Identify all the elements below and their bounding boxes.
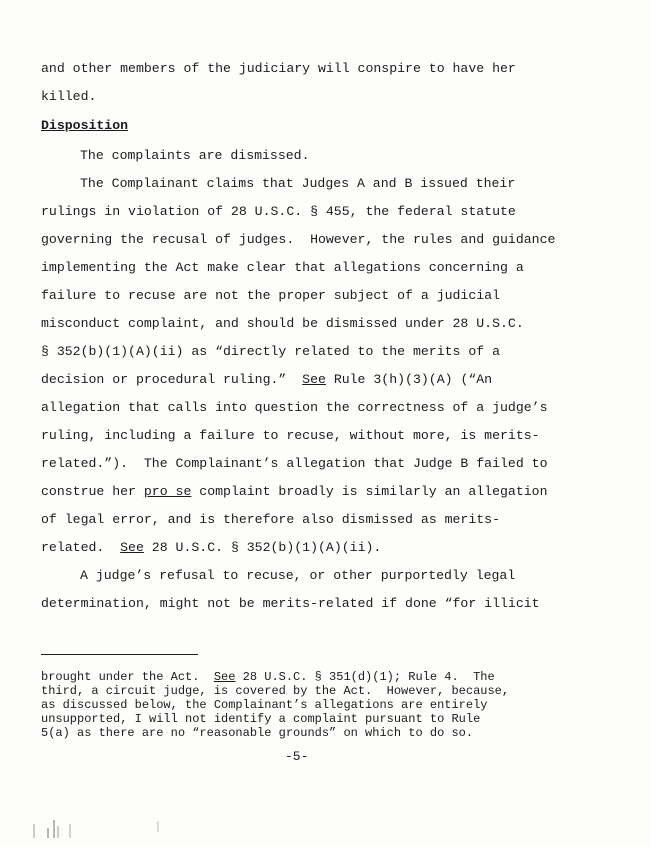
page-number: -5- xyxy=(285,749,309,764)
citation-signal-see: See xyxy=(120,540,144,555)
pro-se-term: pro se xyxy=(143,484,192,499)
scan-artifact-marks xyxy=(28,818,168,840)
citation-signal-see: See xyxy=(302,372,326,387)
body-line-13: allegation that calls into question the correctness of a judge’s xyxy=(41,400,548,415)
section-heading-disposition: Disposition xyxy=(41,118,129,133)
body-line-20: determination, might not be merits-related if done “for illicit xyxy=(41,596,540,611)
body-line-5: The Complainant claims that Judges A and B issued their xyxy=(80,176,516,191)
body-line-9: failure to recuse are not the proper subject of a judicial xyxy=(41,288,500,303)
body-line-14: ruling, including a failure to recuse, without more, is merits- xyxy=(41,428,540,443)
body-line-1: and other members of the judiciary will conspire to have her xyxy=(41,61,516,76)
body-line-11: § 352(b)(1)(A)(ii) as “directly related to the merits of a xyxy=(41,344,500,359)
body-line-12: decision or procedural ruling.” See Rule 3(h)(3)(A) (“An xyxy=(41,372,493,387)
body-line-18: related. See 28 U.S.C. § 352(b)(1)(A)(ii). xyxy=(41,540,382,555)
footnote-separator xyxy=(41,654,198,655)
body-line-16: construe her pro se complaint broadly is similarly an allegation xyxy=(41,484,548,499)
body-line-6: rulings in violation of 28 U.S.C. § 455, the federal statute xyxy=(41,204,516,219)
footnote-line-5: 5(a) as there are no “reasonable grounds” on which to do so. xyxy=(41,726,474,740)
body-line-7: governing the recusal of judges. However, the rules and guidance xyxy=(41,232,556,247)
body-line-19: A judge’s refusal to recuse, or other purportedly legal xyxy=(80,568,516,583)
footnote-line-1: brought under the Act. See 28 U.S.C. § 351(d)(1); Rule 4. The xyxy=(41,670,495,684)
footnote-line-4: unsupported, I will not identify a complaint pursuant to Rule xyxy=(41,712,481,726)
body-line-15: related.”). The Complainant’s allegation that Judge B failed to xyxy=(41,456,548,471)
footnote-line-3: as discussed below, the Complainant’s allegations are entirely xyxy=(41,698,488,712)
body-line-2: killed. xyxy=(41,89,97,104)
body-line-8: implementing the Act make clear that allegations concerning a xyxy=(41,260,524,275)
body-line-17: of legal error, and is therefore also dismissed as merits- xyxy=(41,512,500,527)
citation-signal-see: See xyxy=(213,670,236,684)
body-line-dismissed: The complaints are dismissed. xyxy=(80,148,310,163)
body-line-10: misconduct complaint, and should be dismissed under 28 U.S.C. xyxy=(41,316,524,331)
footnote-line-2: third, a circuit judge, is covered by the Act. However, because, xyxy=(41,684,510,698)
